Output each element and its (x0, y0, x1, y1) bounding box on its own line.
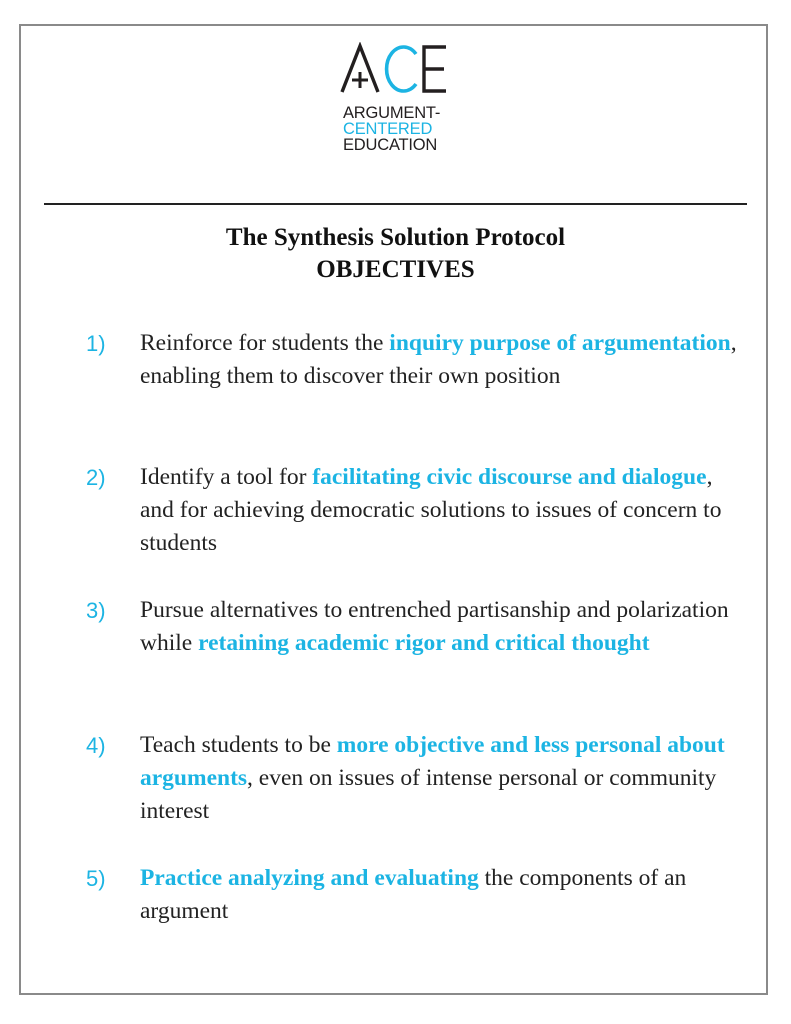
objective-highlight: retaining academic rigor and critical thought (198, 630, 650, 656)
ace-logo-mark (336, 42, 456, 94)
objective-text-after: , enabling them to discover their own position (140, 330, 737, 389)
logo-line-education: EDUCATION (343, 136, 438, 154)
objective-number: 4) (86, 733, 106, 758)
objective-text-before: Teach students to be (140, 732, 337, 758)
objective-text (140, 729, 740, 828)
objective-text (140, 461, 740, 560)
objective-text-before: Pursue alternatives to entrenched partisanship and polarization while (140, 597, 729, 656)
logo-line-argument: ARGUMENT- (343, 104, 441, 122)
objective-highlight: more objective and less personal about arguments (140, 732, 725, 791)
objective-text (140, 594, 740, 660)
page-subtitle: OBJECTIVES (316, 256, 475, 283)
page-title: The Synthesis Solution Protocol (225, 224, 566, 251)
ace-logo (336, 42, 456, 172)
objective-number: 3) (86, 598, 106, 623)
objective-text-before: Identify a tool for (140, 464, 313, 490)
objective-highlight: Practice analyzing and evaluating (140, 865, 479, 891)
objective-text (140, 327, 740, 393)
objective-text-after: , and for achieving democratic solutions to issues of concern to students (140, 464, 722, 556)
objective-number: 2) (86, 465, 106, 490)
objective-text-after: , even on issues of intense personal or community interest (140, 765, 717, 824)
objective-number: 5) (86, 866, 106, 891)
objective-highlight: facilitating civic discourse and dialogue (312, 464, 707, 490)
objective-number: 1) (86, 331, 106, 356)
objective-highlight: inquiry purpose of argumentation (389, 330, 731, 356)
divider (44, 203, 747, 205)
logo-line-centered: CENTERED (343, 120, 433, 138)
objective-text-before: Reinforce for students the (140, 330, 390, 356)
objective-text (140, 862, 740, 928)
objective-text-after: the components of an argument (140, 865, 687, 924)
